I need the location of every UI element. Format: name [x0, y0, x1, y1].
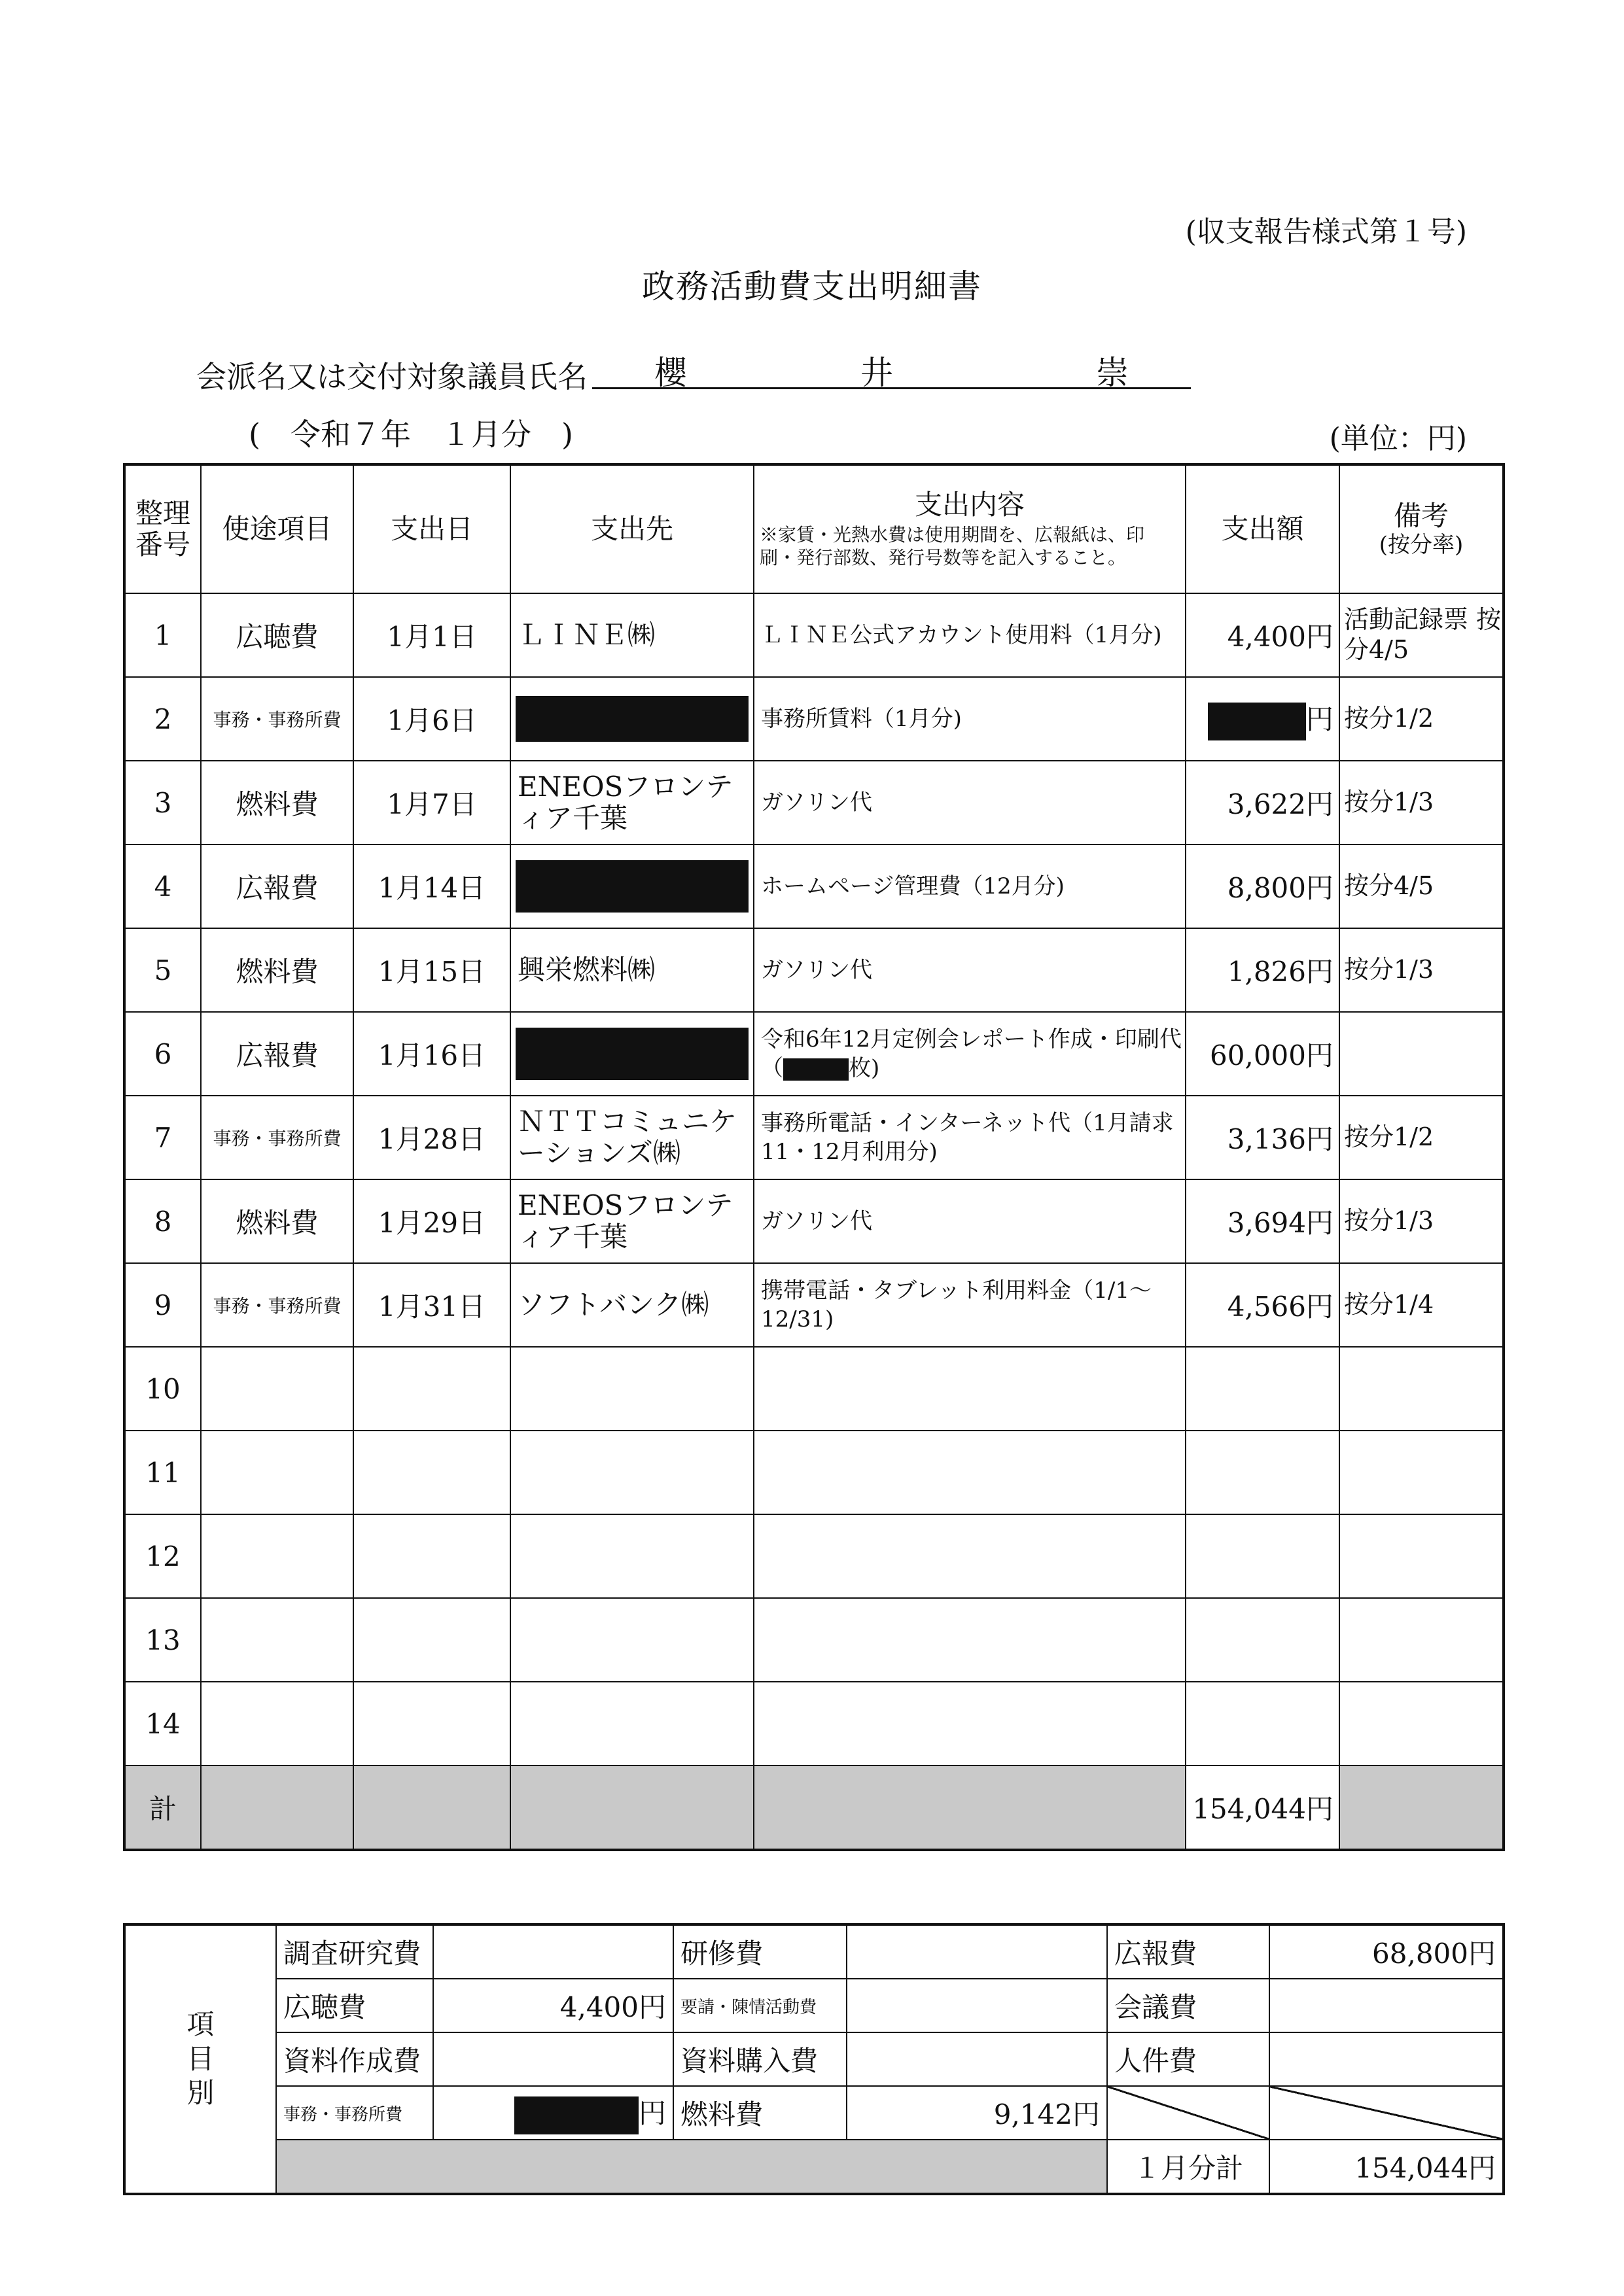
row-content: ガソリン代	[754, 761, 1186, 844]
row-content: ガソリン代	[754, 928, 1186, 1012]
col-content-title: 支出内容	[914, 488, 1025, 521]
row-category: 燃料費	[201, 1179, 353, 1263]
row-amount	[1186, 677, 1339, 761]
row-content: ＬＩＮＥ公式アカウント使用料（1月分)	[754, 593, 1186, 677]
total-amount: 154,044円	[1186, 1765, 1339, 1850]
row-amount: 3,622円	[1186, 761, 1339, 844]
shaded-cell	[1339, 1765, 1504, 1850]
amount-unit: 円	[1305, 703, 1333, 735]
summary-value	[433, 2032, 673, 2086]
table-row	[124, 1514, 1504, 1598]
content-text: 枚)	[849, 1055, 880, 1081]
table-row	[124, 1431, 1504, 1514]
row-category: 燃料費	[201, 761, 353, 844]
summary-value	[847, 1979, 1107, 2032]
row-memo	[1339, 1431, 1504, 1514]
row-payee	[510, 1347, 754, 1431]
redaction-block	[1208, 703, 1306, 740]
summary-row	[124, 2032, 1504, 2086]
summary-side-label: 項目別	[124, 1924, 276, 2194]
table-row	[124, 1682, 1504, 1765]
col-memo	[1339, 464, 1504, 593]
row-payee	[510, 677, 754, 761]
summary-label: 資料購入費	[673, 2032, 847, 2086]
row-payee	[510, 1682, 754, 1765]
party-label: 会派名又は交付対象議員氏名	[196, 359, 588, 394]
row-payee	[510, 1431, 754, 1514]
category-summary-table	[123, 1923, 1505, 2195]
row-no: 13	[124, 1598, 201, 1682]
crossed-out-cell	[1269, 2086, 1504, 2140]
row-category	[201, 1347, 353, 1431]
summary-row	[124, 2086, 1504, 2140]
row-category: 燃料費	[201, 928, 353, 1012]
table-header-row	[124, 464, 1504, 593]
name-part: 櫻	[654, 354, 687, 392]
row-content	[754, 1682, 1186, 1765]
expense-table	[123, 463, 1505, 1851]
row-amount: 60,000円	[1186, 1012, 1339, 1096]
row-date	[353, 1598, 510, 1682]
row-no: 11	[124, 1431, 201, 1514]
summary-value	[1269, 1979, 1504, 2032]
summary-value	[1269, 2032, 1504, 2086]
row-date	[353, 1682, 510, 1765]
redaction-block	[514, 2096, 639, 2134]
row-amount: 1,826円	[1186, 928, 1339, 1012]
row-payee: 興栄燃料㈱	[510, 928, 754, 1012]
col-category: 使途項目	[201, 464, 353, 593]
summary-value	[847, 2032, 1107, 2086]
table-row	[124, 928, 1504, 1012]
table-row	[124, 593, 1504, 677]
summary-row	[124, 1924, 1504, 1979]
col-content-note: ※家賃・光熱水費は使用期間を、広報紙は、印刷・発行部数、発行号数等を記入すること。	[760, 524, 1145, 569]
document-title: 政務活動費支出明細書	[642, 268, 982, 305]
summary-label: 研修費	[673, 1924, 847, 1979]
row-date	[353, 1347, 510, 1431]
row-memo: 按分1/3	[1339, 761, 1504, 844]
summary-row	[124, 1979, 1504, 2032]
name-part: 崇	[1096, 354, 1129, 392]
col-memo-sub: (按分率)	[1379, 531, 1464, 558]
shaded-cell	[510, 1765, 754, 1850]
col-amount: 支出額	[1186, 464, 1339, 593]
row-no: 10	[124, 1347, 201, 1431]
table-row	[124, 1347, 1504, 1431]
row-memo	[1339, 1012, 1504, 1096]
row-amount	[1186, 1431, 1339, 1514]
summary-value	[433, 2086, 673, 2140]
row-date	[353, 1514, 510, 1598]
row-amount: 4,566円	[1186, 1263, 1339, 1347]
row-content: ガソリン代	[754, 1179, 1186, 1263]
total-label: 計	[124, 1765, 201, 1850]
unit-label: (単位：円)	[1329, 422, 1467, 455]
redaction-block	[516, 1028, 749, 1080]
row-payee: ＮＴＴコミュニケーションズ㈱	[510, 1096, 754, 1179]
row-content: 携帯電話・タブレット利用料金（1/1～12/31)	[754, 1263, 1186, 1347]
summary-value: 68,800円	[1269, 1924, 1504, 1979]
row-memo	[1339, 1347, 1504, 1431]
col-memo-title: 備考	[1393, 500, 1449, 532]
row-memo: 按分1/4	[1339, 1263, 1504, 1347]
month-total-value: 154,044円	[1269, 2140, 1504, 2194]
summary-value	[433, 1924, 673, 1979]
summary-label: 燃料費	[673, 2086, 847, 2140]
shaded-cell	[353, 1765, 510, 1850]
summary-value	[847, 1924, 1107, 1979]
row-category: 事務・事務所費	[201, 1263, 353, 1347]
row-content	[754, 1431, 1186, 1514]
row-date: 1月6日	[353, 677, 510, 761]
name-part: 井	[860, 354, 893, 392]
row-amount	[1186, 1347, 1339, 1431]
col-no: 整理番号	[124, 464, 201, 593]
month-total-label: １月分計	[1107, 2140, 1269, 2194]
row-no: 1	[124, 593, 201, 677]
row-amount	[1186, 1598, 1339, 1682]
row-no: 5	[124, 928, 201, 1012]
table-row	[124, 677, 1504, 761]
redaction-block	[516, 696, 749, 742]
redaction-block	[516, 860, 749, 913]
period: ( 令和７年 １月分 )	[249, 417, 573, 452]
row-memo	[1339, 1682, 1504, 1765]
summary-label: 事務・事務所費	[276, 2086, 433, 2140]
row-no: 9	[124, 1263, 201, 1347]
summary-label: 会議費	[1107, 1979, 1269, 2032]
row-payee	[510, 844, 754, 928]
row-no: 2	[124, 677, 201, 761]
row-amount: 3,694円	[1186, 1179, 1339, 1263]
amount-unit: 円	[638, 2096, 666, 2129]
col-content	[754, 464, 1186, 593]
row-no: 12	[124, 1514, 201, 1598]
redaction-block	[783, 1058, 849, 1081]
table-row	[124, 1263, 1504, 1347]
summary-label: 資料作成費	[276, 2032, 433, 2086]
row-date: 1月16日	[353, 1012, 510, 1096]
summary-label: 人件費	[1107, 2032, 1269, 2086]
summary-label: 要請・陳情活動費	[673, 1979, 847, 2032]
row-category	[201, 1514, 353, 1598]
row-payee: ＬＩＮＥ㈱	[510, 593, 754, 677]
row-content	[754, 1598, 1186, 1682]
summary-value: 4,400円	[433, 1979, 673, 2032]
row-memo: 按分4/5	[1339, 844, 1504, 928]
row-amount: 8,800円	[1186, 844, 1339, 928]
shaded-cell	[276, 2140, 1107, 2194]
row-memo: 按分1/3	[1339, 1179, 1504, 1263]
row-date	[353, 1431, 510, 1514]
crossed-out-cell	[1107, 2086, 1269, 2140]
row-payee	[510, 1012, 754, 1096]
row-memo	[1339, 1598, 1504, 1682]
row-category: 広聴費	[201, 593, 353, 677]
row-amount	[1186, 1514, 1339, 1598]
row-content: ホームページ管理費（12月分)	[754, 844, 1186, 928]
row-date: 1月7日	[353, 761, 510, 844]
row-category	[201, 1682, 353, 1765]
member-name	[592, 347, 1191, 392]
row-no: 6	[124, 1012, 201, 1096]
row-amount: 3,136円	[1186, 1096, 1339, 1179]
row-category: 広報費	[201, 844, 353, 928]
table-row	[124, 1012, 1504, 1096]
row-category: 事務・事務所費	[201, 677, 353, 761]
row-content: 事務所賃料（1月分)	[754, 677, 1186, 761]
row-category: 広報費	[201, 1012, 353, 1096]
row-payee: ENEOSフロンティア千葉	[510, 1179, 754, 1263]
table-row	[124, 1096, 1504, 1179]
row-no: 7	[124, 1096, 201, 1179]
row-amount: 4,400円	[1186, 593, 1339, 677]
row-payee	[510, 1514, 754, 1598]
table-row	[124, 761, 1504, 844]
shaded-cell	[201, 1765, 353, 1850]
row-category: 事務・事務所費	[201, 1096, 353, 1179]
row-content	[754, 1514, 1186, 1598]
table-row	[124, 844, 1504, 928]
shaded-cell	[754, 1765, 1186, 1850]
content-text: 令和6年12月定例会レポート作成・印刷代（	[761, 1026, 1182, 1081]
row-memo	[1339, 1514, 1504, 1598]
row-memo: 按分1/2	[1339, 677, 1504, 761]
table-row	[124, 1179, 1504, 1263]
row-category	[201, 1598, 353, 1682]
form-number: (収支報告様式第１号)	[1185, 215, 1467, 249]
row-memo: 活動記録票 按分4/5	[1339, 593, 1504, 677]
row-payee	[510, 1598, 754, 1682]
summary-label: 広報費	[1107, 1924, 1269, 1979]
row-payee: ソフトバンク㈱	[510, 1263, 754, 1347]
row-no: 4	[124, 844, 201, 928]
summary-label: 調査研究費	[276, 1924, 433, 1979]
row-memo: 按分1/3	[1339, 928, 1504, 1012]
row-date: 1月29日	[353, 1179, 510, 1263]
col-payee: 支出先	[510, 464, 754, 593]
row-content	[754, 1347, 1186, 1431]
row-amount	[1186, 1682, 1339, 1765]
row-category	[201, 1431, 353, 1514]
summary-value: 9,142円	[847, 2086, 1107, 2140]
row-no: 3	[124, 761, 201, 844]
summary-label: 広聴費	[276, 1979, 433, 2032]
row-no: 8	[124, 1179, 201, 1263]
row-memo: 按分1/2	[1339, 1096, 1504, 1179]
total-row	[124, 1765, 1504, 1850]
row-payee: ENEOSフロンティア千葉	[510, 761, 754, 844]
row-content	[754, 1012, 1186, 1096]
table-row	[124, 1598, 1504, 1682]
row-date: 1月15日	[353, 928, 510, 1012]
row-date: 1月1日	[353, 593, 510, 677]
col-date: 支出日	[353, 464, 510, 593]
row-date: 1月28日	[353, 1096, 510, 1179]
row-no: 14	[124, 1682, 201, 1765]
summary-total-row	[124, 2140, 1504, 2194]
row-content: 事務所電話・インターネット代（1月請求11・12月利用分)	[754, 1096, 1186, 1179]
row-date: 1月14日	[353, 844, 510, 928]
row-date: 1月31日	[353, 1263, 510, 1347]
